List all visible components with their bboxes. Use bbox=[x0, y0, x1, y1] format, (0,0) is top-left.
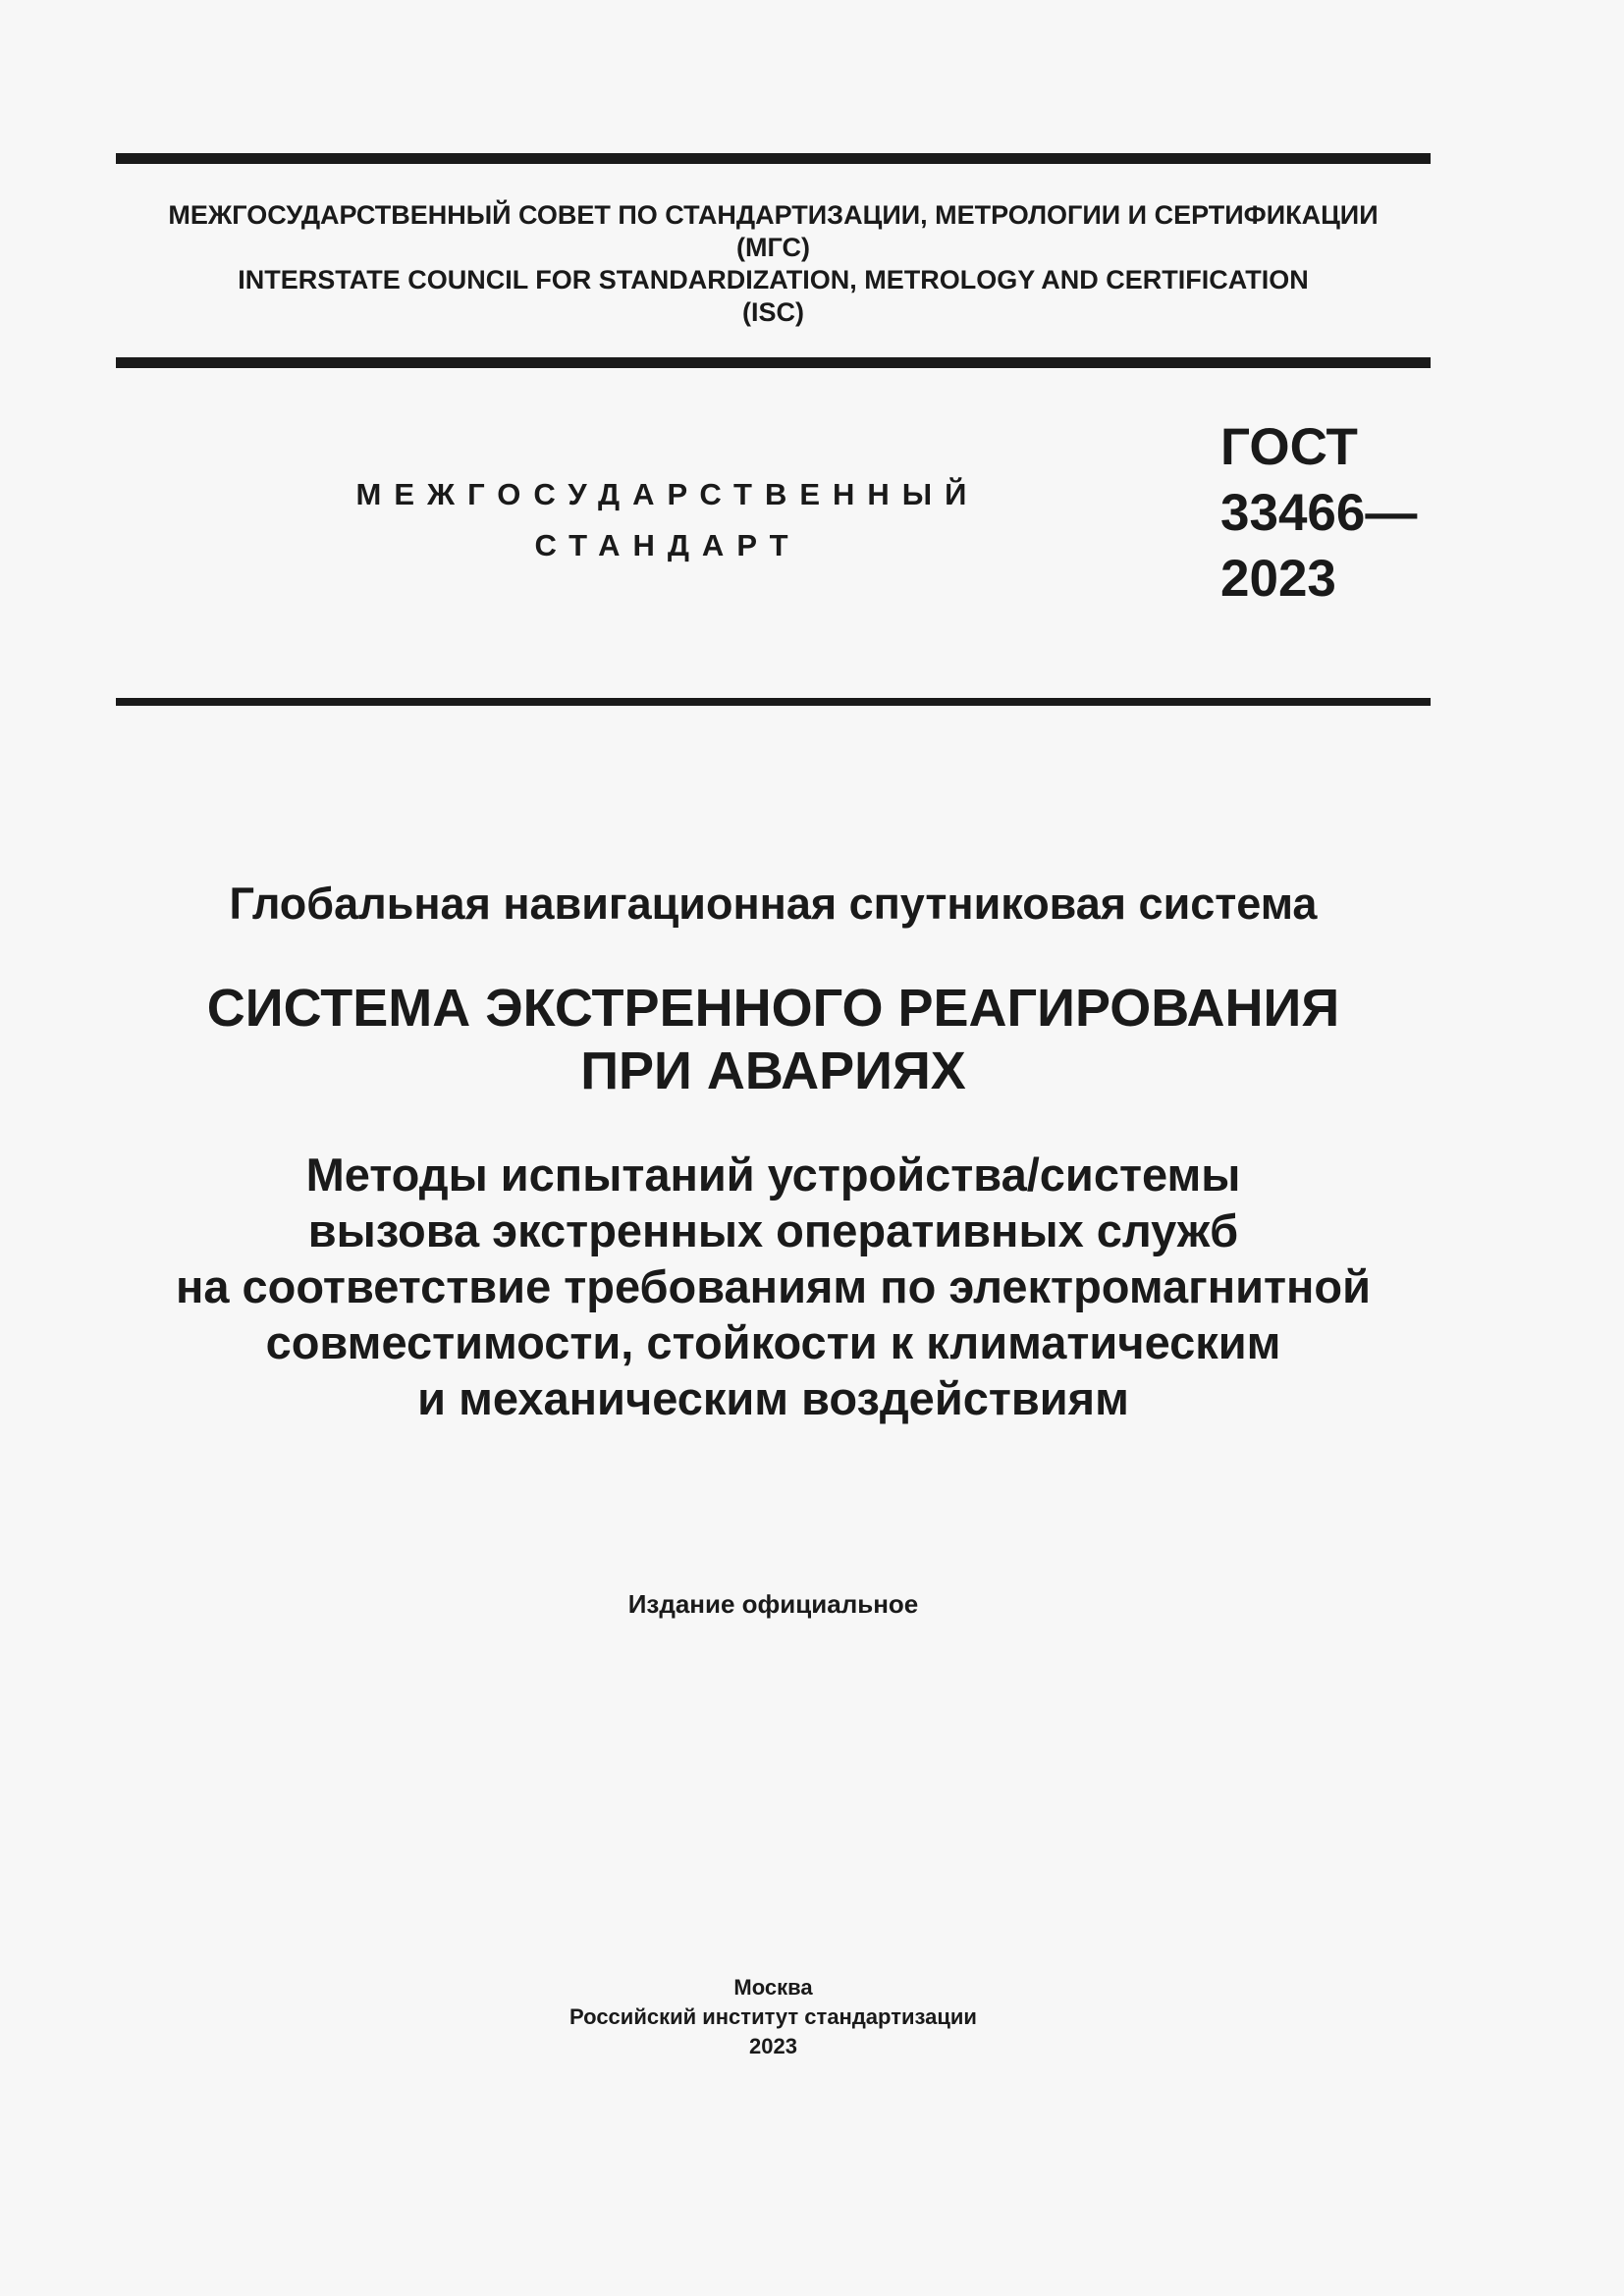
council-name-ru: МЕЖГОСУДАРСТВЕННЫЙ СОВЕТ ПО СТАНДАРТИЗАЦИИ, МЕТРОЛОГИИ И СЕРТИФИКАЦИИ bbox=[168, 200, 1379, 230]
subtitle-line: совместимости, стойкости к климатическим bbox=[265, 1316, 1281, 1368]
imprint-city: Москва bbox=[733, 1975, 813, 2000]
imprint bbox=[116, 1973, 1431, 2061]
imprint-publisher: Российский институт стандартизации bbox=[569, 2004, 977, 2029]
title-divider bbox=[116, 698, 1431, 706]
main-title-line2: ПРИ АВАРИЯХ bbox=[580, 1041, 966, 1100]
standard-kind-line2: СТАНДАРТ bbox=[534, 528, 801, 562]
standard-id bbox=[1220, 414, 1417, 612]
standard-kind bbox=[324, 469, 1011, 571]
header-divider bbox=[116, 357, 1431, 368]
document-subject bbox=[116, 877, 1431, 932]
imprint-year: 2023 bbox=[749, 2034, 797, 2058]
document-subtitle bbox=[116, 1147, 1431, 1426]
subtitle-line: вызова экстренных оперативных служб bbox=[307, 1204, 1239, 1256]
council-abbr-ru: (МГС) bbox=[736, 233, 810, 262]
subject-line: Глобальная навигационная спутниковая система bbox=[229, 879, 1318, 929]
main-title-line1: СИСТЕМА ЭКСТРЕННОГО РЕАГИРОВАНИЯ bbox=[206, 979, 1340, 1038]
standard-id-line2: 33466— bbox=[1220, 484, 1418, 542]
subtitle-line: Методы испытаний устройства/системы bbox=[305, 1148, 1241, 1201]
document-main-title bbox=[116, 977, 1431, 1102]
subtitle-line: на соответствие требованиям по электромагнитной bbox=[175, 1260, 1372, 1312]
standard-id-line1: ГОСТ bbox=[1220, 418, 1358, 476]
subtitle-line: и механическим воздействиям bbox=[417, 1372, 1129, 1424]
top-rule bbox=[116, 153, 1431, 164]
edition-note: Издание официальное bbox=[627, 1589, 919, 1619]
council-abbr-en: (ISC) bbox=[742, 297, 804, 327]
standard-id-line3: 2023 bbox=[1220, 550, 1336, 608]
standard-kind-line1: МЕЖГОСУДАРСТВЕННЫЙ bbox=[355, 477, 980, 511]
council-header bbox=[116, 199, 1431, 329]
council-name-en: INTERSTATE COUNCIL FOR STANDARDIZATION, METROLOGY AND CERTIFICATION bbox=[238, 265, 1309, 294]
